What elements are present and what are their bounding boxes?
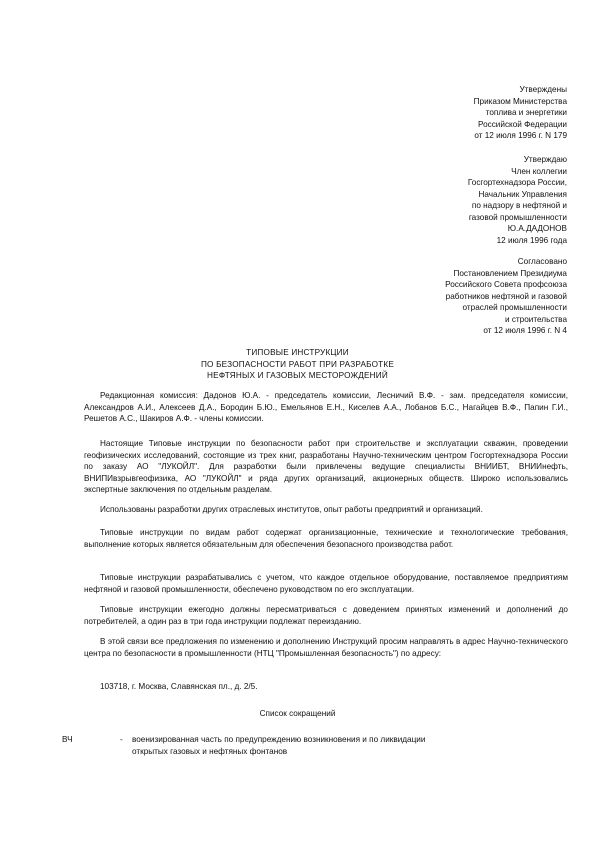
approval-line: 12 июля 1996 года — [496, 235, 567, 245]
approval-line: Утверждены — [519, 85, 567, 94]
paragraph-text: Настоящие Типовые инструкции по безопасности работ при строительстве и эксплуатации скважин, проведении геофизических исследований, состоящие из трех книг, разработаны Научно-техническим центром Госгортехнадзора России по заказу АО "ЛУКОЙЛ". Для разработки были привлечены ведущие специалисты ВНИИБТ, ВНИИнефть, ВНИПИвзрывгеофизика, АО "ЛУКОЙЛ" и ряда других организаций, акционерных обществ. Широко использовались экспертные заключения по отдельным разделам. — [84, 439, 568, 494]
paragraph-text: Типовые инструкции ежегодно должны пересматриваться с доведением принятых изменений и дополнений до потребителей, а один раз в три года инструкции подлежат переизданию. — [84, 605, 568, 626]
abbreviation-definition — [132, 734, 552, 757]
approval-line: Постановлением Президиума — [453, 268, 567, 278]
approval-line: Согласовано — [517, 257, 567, 266]
approval-line: Ю.А.ДАДОНОВ — [507, 224, 567, 233]
approval-line: топлива и энергетики — [485, 108, 567, 117]
document-title — [0, 347, 595, 382]
approval-line: по надзору в нефтяной и — [471, 201, 567, 210]
paragraph-introduction — [84, 438, 568, 496]
title-line: ПО БЕЗОПАСНОСТИ РАБОТ ПРИ РАЗРАБОТКЕ — [200, 359, 395, 369]
paragraph-address — [84, 681, 568, 693]
paragraph-text: Редакционная комиссия: Дадонов Ю.А. - председатель комиссии, Лесничий В.Ф. - зам. председателя комиссии, Александров А.И., Алексеев Д.А., Бородин Б.Ю., Емельянов Е.Н., Киселев А.А., Лобанов Б.С., Нагайцев В.Ф., Папин Г.И., Решетов А.С., Шакиров А.Ф. - члены комиссии. — [84, 391, 568, 423]
approval-block-gosgortekhnadzor — [287, 154, 567, 246]
approval-line: газовой промышленности — [468, 212, 567, 222]
abbreviation-term: ВЧ — [62, 735, 73, 744]
approval-block-trade-union — [287, 256, 567, 337]
definition-line: открытых газовых и нефтяных фонтанов — [132, 746, 288, 756]
paragraph-sources — [84, 504, 568, 516]
definition-line: военизированная часть по предупреждению возникновения и по ликвидации — [132, 735, 426, 744]
approval-line: Приказом Министерства — [473, 96, 567, 106]
paragraph-text: В этой связи все предложения по изменению и дополнению Инструкций просим направлять в адрес Научно-технического центра по безопасности в промышленности (НТЦ "Промышленная безопасность") по адресу: — [84, 637, 568, 658]
title-line: НЕФТЯНЫХ И ГАЗОВЫХ МЕСТОРОЖДЕНИЙ — [207, 371, 388, 380]
paragraph-proposals — [84, 636, 568, 659]
approval-line: Российского Совета профсоюза — [445, 280, 567, 289]
address-text: 103718, г. Москва, Славянская пл., д. 2/5. — [100, 682, 258, 691]
paragraph-text: Типовые инструкции разрабатывались с учетом, что каждое отдельное оборудование, поставляемое предприятиям нефтяной и газовой промышленности, обеспечено руководством по его эксплуатации. — [84, 573, 568, 594]
approval-line: от 12 июля 1996 г. N 179 — [474, 131, 567, 140]
approval-line: отраслей промышленности — [462, 303, 567, 312]
abbreviation-dash: - — [120, 735, 123, 744]
approval-line: Утверждаю — [523, 155, 567, 164]
paragraph-revision — [84, 604, 568, 627]
approval-line: и строительства — [504, 314, 567, 324]
approval-line: Российской Федерации — [477, 119, 567, 129]
abbreviations-heading: Список сокращений — [259, 709, 336, 718]
approval-line: Начальник Управления — [478, 189, 567, 199]
paragraph-editorial-commission — [84, 390, 568, 425]
paragraph-equipment — [84, 572, 568, 595]
approval-line: Госгортехнадзора России, — [467, 178, 567, 187]
approval-line: работников нефтяной и газовой — [445, 291, 567, 301]
paragraph-text: Использованы разработки других отраслевых институтов, опыт работы предприятий и организаций. — [100, 505, 483, 514]
approval-line: от 12 июля 1996 г. N 4 — [483, 326, 567, 335]
approval-block-ministry — [287, 84, 567, 142]
title-line: ТИПОВЫЕ ИНСТРУКЦИИ — [246, 348, 349, 357]
paragraph-requirements — [84, 527, 568, 550]
paragraph-text: Типовые инструкции по видам работ содержат организационные, технические и технологические требования, выполнение которых является обязательным для обеспечения безопасного производства работ. — [84, 528, 568, 549]
approval-line: Член коллегии — [511, 166, 567, 176]
